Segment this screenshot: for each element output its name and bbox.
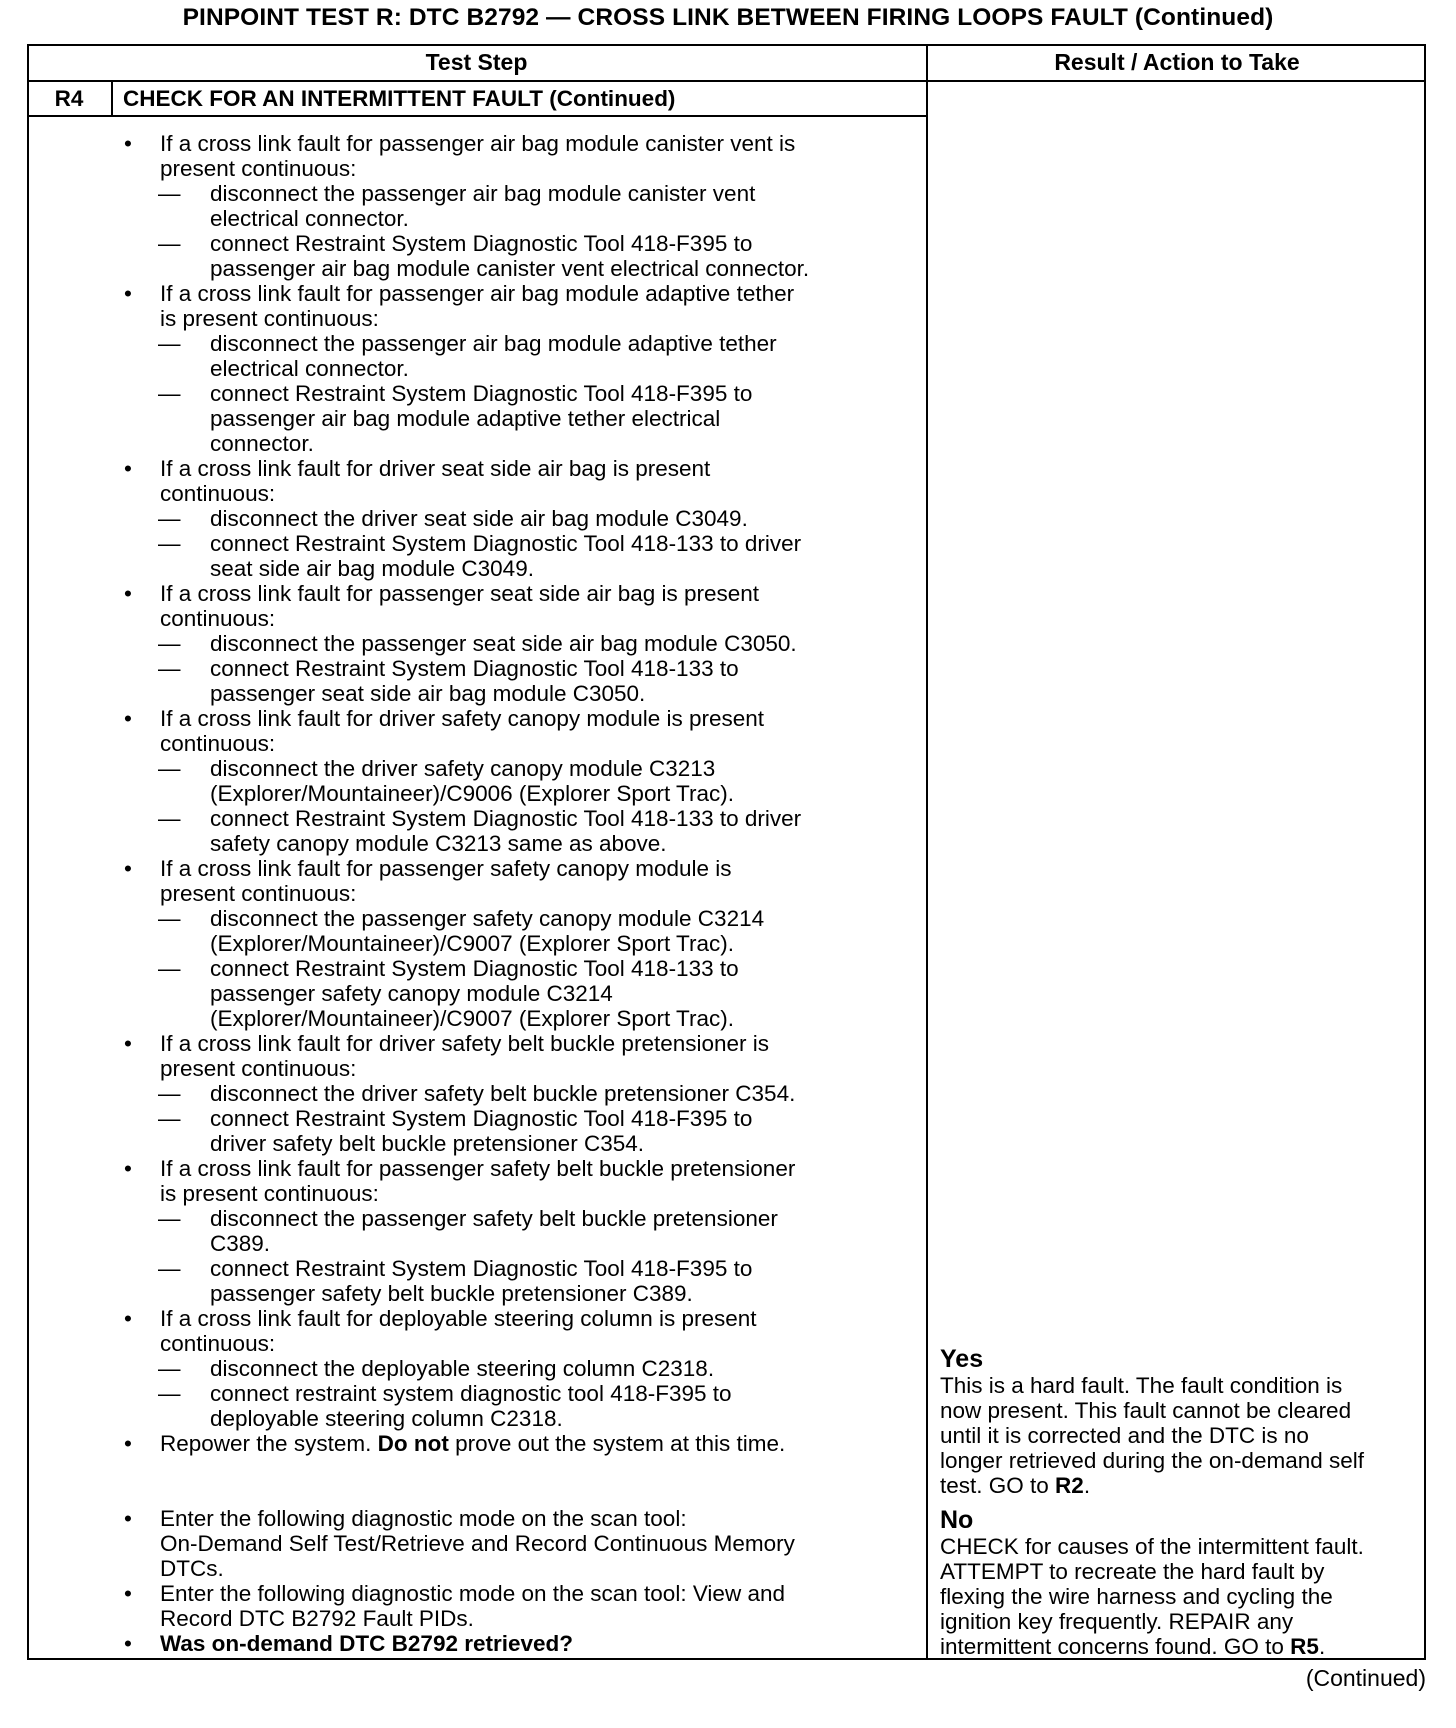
step-line (0, 856, 926, 881)
step-line-text: Repower the system. Do not prove out the system at this time. (160, 1431, 786, 1456)
step-line-text: disconnect the deployable steering column C2318. (210, 1356, 715, 1381)
step-line (0, 256, 926, 281)
dash-marker: — (158, 381, 181, 406)
goto-r5: R5 (1290, 1634, 1319, 1659)
no-line: ATTEMPT to recreate the hard fault by (940, 1559, 1325, 1584)
result-action-header: Result / Action to Take (1054, 49, 1300, 75)
dash-marker: — (158, 956, 181, 981)
step-line-text: continuous: (160, 1331, 276, 1356)
step-line-text: Enter the following diagnostic mode on the scan tool: View and (160, 1581, 785, 1606)
step-line (0, 1631, 926, 1656)
step-line-text: passenger seat side air bag module C3050. (210, 681, 646, 706)
dash-marker: — (158, 656, 181, 681)
step-line-text: continuous: (160, 731, 276, 756)
bullet-marker: • (124, 1631, 132, 1656)
step-line-text: electrical connector. (210, 356, 409, 381)
step-line-text: driver safety belt buckle pretensioner C354. (210, 1131, 644, 1156)
step-line (0, 431, 926, 456)
step-line-text: deployable steering column C2318. (210, 1406, 563, 1431)
step-line (0, 181, 926, 206)
dash-marker: — (158, 231, 181, 256)
step-line (0, 606, 926, 631)
step-line (0, 381, 926, 406)
step-line-text: DTCs. (160, 1556, 224, 1581)
step-line-text: If a cross link fault for driver safety belt buckle pretensioner is (160, 1031, 770, 1056)
step-line (0, 1381, 926, 1406)
step-line-text: safety canopy module C3213 same as above. (210, 831, 667, 856)
step-line-text: is present continuous: (160, 306, 379, 331)
step-line-text: If a cross link fault for passenger air bag module canister vent is (160, 131, 796, 156)
step-line-text: connect restraint system diagnostic tool 418-F395 to (210, 1381, 732, 1406)
step-line-text: Record DTC B2792 Fault PIDs. (160, 1606, 474, 1631)
page-title: PINPOINT TEST R: DTC B2792 — CROSS LINK BETWEEN FIRING LOOPS FAULT (Continued) (182, 4, 1274, 31)
dash-marker: — (158, 531, 181, 556)
step-line (0, 631, 926, 656)
bullet-marker: • (124, 456, 132, 481)
bullet-marker: • (124, 1581, 132, 1606)
step-line (0, 656, 926, 681)
step-line (0, 1431, 926, 1456)
step-line-text: passenger air bag module adaptive tether electrical (210, 406, 721, 431)
step-line (0, 931, 926, 956)
dash-marker: — (158, 806, 181, 831)
bullet-marker: • (124, 581, 132, 606)
dash-marker: — (158, 906, 181, 931)
step-line-text: If a cross link fault for passenger safety canopy module is (160, 856, 732, 881)
step-line-text: connect Restraint System Diagnostic Tool 418-133 to driver (210, 806, 802, 831)
dash-marker: — (158, 1206, 181, 1231)
step-line (0, 356, 926, 381)
dash-marker: — (158, 331, 181, 356)
yes-line: until it is corrected and the DTC is no (940, 1423, 1309, 1448)
no-line-goto: intermittent concerns found. GO to R5. (940, 1634, 1326, 1659)
step-line (0, 481, 926, 506)
step-line-text: connect Restraint System Diagnostic Tool 418-F395 to (210, 1106, 753, 1131)
continued-note: (Continued) (1305, 1665, 1426, 1691)
bullet-marker: • (124, 1506, 132, 1531)
step-line-text: If a cross link fault for driver safety canopy module is present (160, 706, 765, 731)
no-line: ignition key frequently. REPAIR any (940, 1609, 1294, 1634)
bullet-marker: • (124, 1156, 132, 1181)
step-line (0, 1306, 926, 1331)
step-line (0, 331, 926, 356)
step-line (0, 806, 926, 831)
step-line-text: disconnect the passenger safety belt buckle pretensioner (210, 1206, 778, 1231)
step-line-text: passenger safety canopy module C3214 (210, 981, 613, 1006)
step-line (0, 1031, 926, 1056)
step-line (0, 831, 926, 856)
step-line (0, 581, 926, 606)
dash-marker: — (158, 506, 181, 531)
step-line-text: connect Restraint System Diagnostic Tool 418-F395 to (210, 1256, 753, 1281)
step-line-text: disconnect the passenger seat side air bag module C3050. (210, 631, 797, 656)
step-line (0, 1256, 926, 1281)
step-line (0, 1531, 926, 1556)
step-line (0, 706, 926, 731)
step-line (0, 1606, 926, 1631)
step-line-text: disconnect the driver seat side air bag module C3049. (210, 506, 748, 531)
step-line-text: continuous: (160, 481, 276, 506)
step-line (0, 1181, 926, 1206)
step-line (0, 1081, 926, 1106)
step-line (0, 1281, 926, 1306)
step-line-text: If a cross link fault for deployable steering column is present (160, 1306, 757, 1331)
result-no (940, 1507, 1364, 1659)
bullet-marker: • (124, 1031, 132, 1056)
step-line (0, 1331, 926, 1356)
step-line (0, 1406, 926, 1431)
step-line (0, 1556, 926, 1581)
step-line-text: If a cross link fault for passenger safety belt buckle pretensioner (160, 1156, 796, 1181)
step-line (0, 881, 926, 906)
step-line (0, 306, 926, 331)
step-line-text: connect Restraint System Diagnostic Tool 418-F395 to (210, 381, 753, 406)
step-line (0, 156, 926, 181)
step-line-text: If a cross link fault for passenger air bag module adaptive tether (160, 281, 795, 306)
step-line (0, 456, 926, 481)
emphasis-text: Do not (377, 1431, 449, 1456)
goto-r2: R2 (1055, 1473, 1084, 1498)
dash-marker: — (158, 631, 181, 656)
dash-marker: — (158, 756, 181, 781)
step-line-text: connect Restraint System Diagnostic Tool 418-F395 to (210, 231, 753, 256)
yes-line: This is a hard fault. The fault condition is (940, 1373, 1343, 1398)
step-line (0, 956, 926, 981)
step-line (0, 1206, 926, 1231)
step-line (0, 1006, 926, 1031)
dash-marker: — (158, 181, 181, 206)
yes-line: now present. This fault cannot be cleared (940, 1398, 1352, 1423)
step-line (0, 406, 926, 431)
yes-label: Yes (940, 1345, 984, 1373)
dash-marker: — (158, 1356, 181, 1381)
dash-marker: — (158, 1256, 181, 1281)
step-line-text: (Explorer/Mountaineer)/C9007 (Explorer Sport Trac). (210, 1006, 734, 1031)
step-line-text: disconnect the driver safety canopy module C3213 (210, 756, 716, 781)
step-line (0, 681, 926, 706)
bullet-marker: • (124, 706, 132, 731)
bullet-marker: • (124, 1306, 132, 1331)
bullet-marker: • (124, 856, 132, 881)
no-label: No (940, 1506, 974, 1534)
no-line: flexing the wire harness and cycling the (940, 1584, 1333, 1609)
step-line-text: disconnect the passenger safety canopy module C3214 (210, 906, 765, 931)
step-line (0, 1131, 926, 1156)
step-line (0, 731, 926, 756)
step-line (0, 981, 926, 1006)
step-line (0, 1106, 926, 1131)
step-line-text: (Explorer/Mountaineer)/C9007 (Explorer Sport Trac). (210, 931, 734, 956)
step-heading: CHECK FOR AN INTERMITTENT FAULT (Continued) (123, 86, 676, 111)
step-line (0, 1156, 926, 1181)
step-line-text: C389. (210, 1231, 271, 1256)
step-line (0, 281, 926, 306)
bullet-marker: • (124, 281, 132, 306)
test-step-header: Test Step (425, 49, 528, 75)
step-line (0, 1456, 926, 1506)
step-line-text: present continuous: (160, 881, 357, 906)
bullet-marker: • (124, 1431, 132, 1456)
step-line-text: If a cross link fault for driver seat side air bag is present (160, 456, 711, 481)
step-line-text: electrical connector. (210, 206, 409, 231)
step-id-divider (111, 80, 113, 116)
step-line (0, 531, 926, 556)
bullet-marker: • (124, 131, 132, 156)
step-line-text: connector. (210, 431, 314, 456)
step-id: R4 (54, 86, 84, 111)
step-line-text: is present continuous: (160, 1181, 379, 1206)
result-yes (940, 1346, 1364, 1498)
dash-marker: — (158, 1106, 181, 1131)
step-line (0, 1581, 926, 1606)
step-line (0, 1356, 926, 1381)
step-line-text: passenger safety belt buckle pretensioner C389. (210, 1281, 693, 1306)
step-line (0, 1506, 926, 1531)
step-line-text: If a cross link fault for passenger seat side air bag is present (160, 581, 760, 606)
step-line (0, 1056, 926, 1081)
step-line-text: Enter the following diagnostic mode on the scan tool: (160, 1506, 687, 1531)
step-line-text: disconnect the passenger air bag module canister vent (210, 181, 756, 206)
step-line-text: connect Restraint System Diagnostic Tool 418-133 to driver (210, 531, 802, 556)
step-line-text (160, 1631, 573, 1656)
yes-line: longer retrieved during the on-demand self (940, 1448, 1365, 1473)
step-instructions (0, 131, 926, 1656)
column-divider (926, 44, 928, 1660)
step-line (0, 506, 926, 531)
dash-marker: — (158, 1381, 181, 1406)
step-line (0, 756, 926, 781)
step-line (0, 231, 926, 256)
step-line-text: connect Restraint System Diagnostic Tool 418-133 to (210, 656, 739, 681)
step-line (0, 906, 926, 931)
dash-marker: — (158, 1081, 181, 1106)
emphasis-text: Was on-demand DTC B2792 retrieved? (160, 1631, 574, 1656)
step-line-text: seat side air bag module C3049. (210, 556, 534, 581)
step-line-text: continuous: (160, 606, 276, 631)
step-line-text: disconnect the driver safety belt buckle pretensioner C354. (210, 1081, 796, 1106)
yes-line-goto: test. GO to R2. (940, 1473, 1091, 1498)
step-line-text: (Explorer/Mountaineer)/C9006 (Explorer Sport Trac). (210, 781, 734, 806)
step-line (0, 556, 926, 581)
step-line-text: connect Restraint System Diagnostic Tool 418-133 to (210, 956, 739, 981)
step-line (0, 1231, 926, 1256)
step-line-text: present continuous: (160, 1056, 357, 1081)
step-line (0, 206, 926, 231)
step-line (0, 131, 926, 156)
step-line (0, 781, 926, 806)
no-line: CHECK for causes of the intermittent fault. (940, 1534, 1364, 1559)
step-line-text: passenger air bag module canister vent electrical connector. (210, 256, 810, 281)
step-line-text: disconnect the passenger air bag module adaptive tether (210, 331, 777, 356)
step-line-text: On-Demand Self Test/Retrieve and Record Continuous Memory (160, 1531, 795, 1556)
step-line-text: present continuous: (160, 156, 357, 181)
